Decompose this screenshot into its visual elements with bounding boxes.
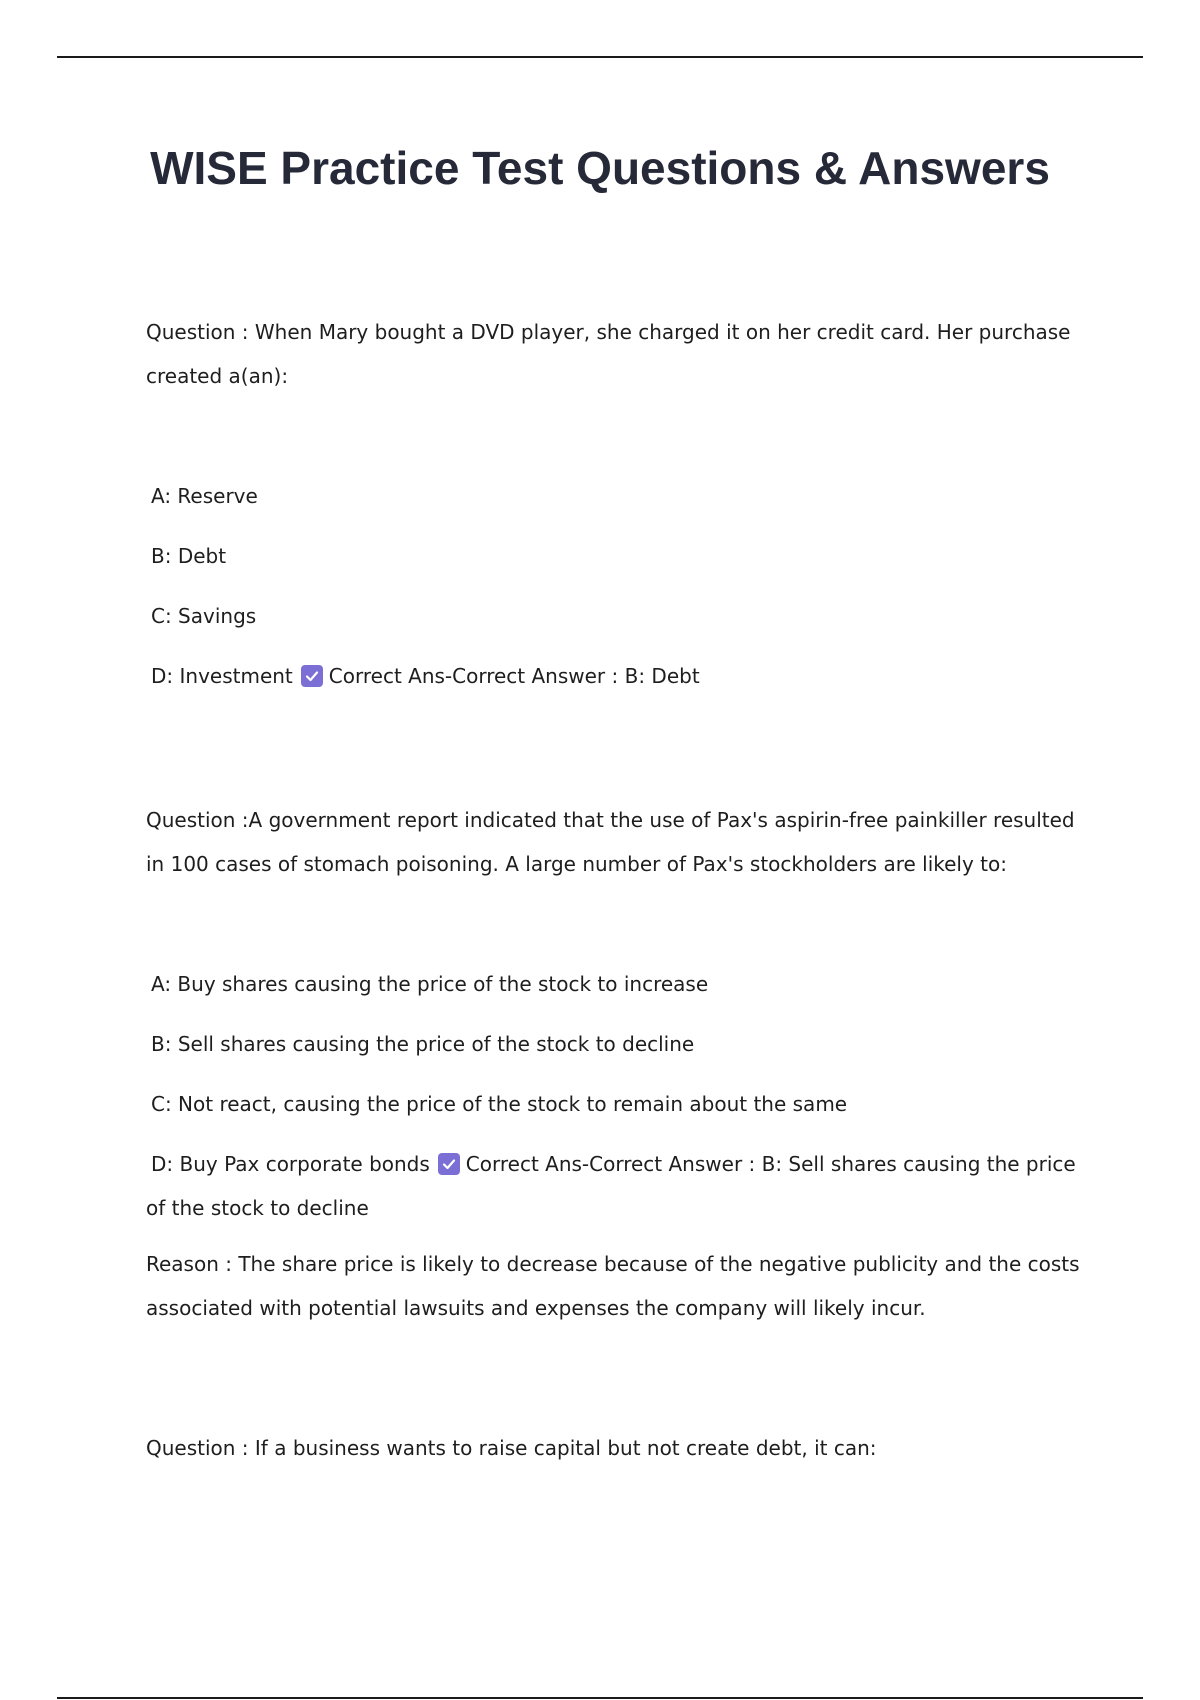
question-block-2 — [146, 798, 1086, 1330]
option-c: C: Not react, causing the price of the stock to remain about the same — [151, 1092, 848, 1116]
page-title: WISE Practice Test Questions & Answers — [150, 142, 1050, 194]
option-c: C: Savings — [151, 604, 257, 628]
option-d-answer-line — [146, 1142, 1086, 1230]
option-b: B: Sell shares causing the price of the stock to decline — [151, 1032, 695, 1056]
reason-text: Reason : The share price is likely to decrease because of the negative publicity and the costs associated with potential lawsuits and expenses the company will likely incur. — [146, 1252, 1080, 1320]
bottom-rule — [57, 1697, 1143, 1699]
question-text: Question : When Mary bought a DVD player, she charged it on her credit card. Her purchase created a(an): — [146, 320, 1071, 388]
top-rule — [57, 56, 1143, 58]
option-b: B: Debt — [151, 544, 227, 568]
option-a: A: Buy shares causing the price of the stock to increase — [151, 972, 709, 996]
option-d: D: Buy Pax corporate bonds — [151, 1152, 430, 1176]
correct-answer: Correct Ans-Correct Answer : B: Sell shares causing the price of the stock to decline — [146, 1152, 1076, 1220]
document-body — [146, 310, 1086, 1470]
correct-answer: Correct Ans-Correct Answer : B: Debt — [328, 664, 700, 688]
question-block-3 — [146, 1426, 1086, 1470]
question-text: Question : If a business wants to raise capital but not create debt, it can: — [146, 1436, 877, 1460]
question-text: Question :A government report indicated that the use of Pax's aspirin-free painkiller resulted in 100 cases of stomach poisoning. A large number of Pax's stockholders are likely to: — [146, 808, 1075, 876]
checkbox-checked-icon — [301, 665, 323, 687]
checkbox-checked-icon — [438, 1153, 460, 1175]
question-block-1 — [146, 310, 1086, 698]
option-d: D: Investment — [151, 664, 293, 688]
option-a: A: Reserve — [151, 484, 258, 508]
option-d-answer-line — [151, 654, 1086, 698]
